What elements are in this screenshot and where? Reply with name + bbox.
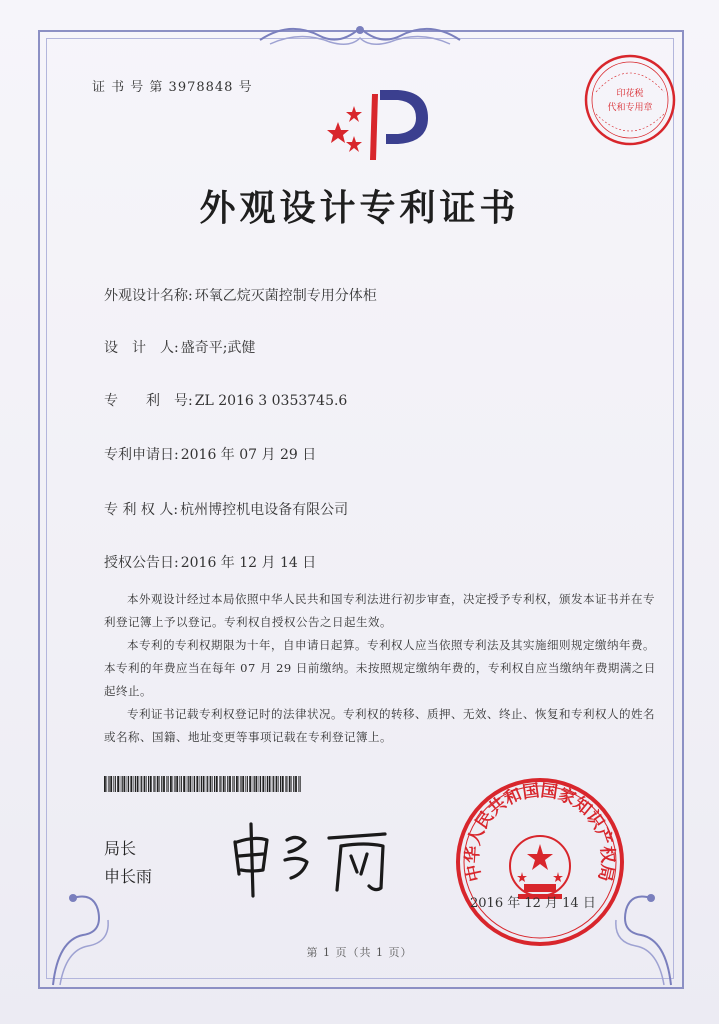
filing-date-label: 专利申请日:	[104, 447, 179, 463]
design-name-label: 外观设计名称:	[104, 288, 193, 304]
barcode-bar	[229, 776, 231, 792]
certificate-number-value: 3978848	[168, 80, 234, 95]
barcode-bar	[223, 776, 225, 792]
barcode-bar	[140, 776, 141, 792]
barcode-bar	[286, 776, 287, 792]
barcode-bar	[150, 776, 152, 792]
certificate-number	[92, 76, 253, 95]
barcode-bar	[232, 776, 233, 792]
barcode-bar	[137, 776, 139, 792]
barcode-bar	[236, 776, 238, 792]
barcode-bar	[183, 776, 185, 792]
body-paragraph-3: 专利证书记载专利权登记时的法律状况。专利权的转移、质押、无效、终止、恢复和专利权人的姓名或名称、国籍、地址变更等事项记载在专利登记簿上。	[104, 707, 655, 744]
director-title: 局长	[104, 839, 137, 858]
filing-date-row	[104, 444, 316, 464]
barcode-bar	[276, 776, 278, 792]
barcode-bar	[146, 776, 147, 792]
barcode-bar	[168, 776, 169, 792]
barcode-bar	[269, 776, 271, 792]
barcode-bar	[252, 776, 253, 792]
barcode-bar	[117, 776, 119, 792]
design-name-row	[104, 285, 377, 305]
barcode-bar	[249, 776, 251, 792]
filing-date-value: 2016 年 07 月 29 日	[180, 447, 317, 463]
barcode-bar	[216, 776, 218, 792]
barcode-bar	[206, 776, 207, 792]
barcode-bar	[193, 776, 194, 792]
barcode-bar	[234, 776, 235, 792]
barcode-bar	[130, 776, 132, 792]
barcode-bar	[127, 776, 128, 792]
barcode-bar	[291, 776, 292, 792]
barcode-bar	[201, 776, 202, 792]
barcode-bar	[161, 776, 162, 792]
small-seal-stamp	[582, 52, 678, 148]
svg-text:印花税: 印花税	[616, 89, 644, 99]
svg-text:代和专用章: 代和专用章	[607, 103, 653, 113]
barcode-bar	[242, 776, 244, 792]
barcode-bar	[300, 776, 301, 792]
barcode-bar	[159, 776, 160, 792]
barcode-bar	[113, 776, 114, 792]
barcode-bar	[293, 776, 294, 792]
barcode-bar	[210, 776, 212, 792]
barcode-bar	[128, 776, 129, 792]
body-paragraph-2: 本专利的专利权期限为十年，自申请日起算。专利权人应当依照专利法及其实施细则规定缴纳年费。本专利的年费应当在每年 07 月 29 日前缴纳。未按照规定缴纳年费的，专利权自应当缴纳年费期满之日起终止。	[104, 638, 656, 698]
barcode-bar	[108, 776, 109, 792]
barcode-bar	[245, 776, 246, 792]
seal-date: 2016 年 12 月 14 日	[470, 896, 596, 911]
grant-date-value: 2016 年 12 月 14 日	[180, 555, 317, 571]
barcode-bar	[122, 776, 123, 792]
barcode-bar	[176, 776, 178, 792]
barcode-bar	[289, 776, 291, 792]
official-seal-stamp	[452, 774, 628, 950]
barcode-bar	[278, 776, 279, 792]
body-paragraph-1: 本外观设计经过本局依照中华人民共和国专利法进行初步审查，决定授予专利权，颁发本证书并在专利登记簿上予以登记。专利权自授权公告之日起生效。	[104, 592, 655, 629]
certificate-body	[104, 588, 656, 749]
barcode-bar	[199, 776, 200, 792]
barcode-bar	[265, 776, 266, 792]
barcode-bar	[240, 776, 241, 792]
barcode-bar	[272, 776, 273, 792]
barcode-bar	[188, 776, 189, 792]
barcode-bar	[115, 776, 116, 792]
barcode-bar	[104, 776, 106, 792]
barcode-bar	[239, 776, 240, 792]
patent-number-label: 专 利 号:	[104, 393, 193, 409]
barcode-bar	[262, 776, 264, 792]
bottom-left-ornament	[48, 880, 118, 990]
barcode-bar	[247, 776, 248, 792]
designer-row	[104, 337, 255, 357]
barcode-bar	[212, 776, 213, 792]
barcode-bar	[219, 776, 220, 792]
patentee-value: 杭州博控机电设备有限公司	[180, 502, 349, 518]
director-name: 申长雨	[104, 867, 153, 886]
barcode-bar	[186, 776, 187, 792]
barcode-bar	[154, 776, 155, 792]
barcode-bar	[194, 776, 195, 792]
patentee-row	[104, 499, 348, 519]
barcode-bar	[144, 776, 146, 792]
barcode-bar	[225, 776, 226, 792]
barcode-bar	[285, 776, 286, 792]
barcode	[104, 776, 304, 792]
barcode-bar	[181, 776, 182, 792]
barcode-bar	[207, 776, 208, 792]
grant-date-row	[104, 552, 316, 572]
barcode-bar	[298, 776, 299, 792]
designer-label: 设 计 人:	[104, 340, 179, 356]
barcode-bar	[196, 776, 198, 792]
barcode-bar	[273, 776, 274, 792]
barcode-bar	[141, 776, 142, 792]
patent-number-row	[104, 390, 347, 410]
barcode-bar	[107, 776, 108, 792]
page-title: 外观设计专利证书	[199, 188, 520, 229]
barcode-bar	[124, 776, 126, 792]
barcode-bar	[295, 776, 297, 792]
barcode-bar	[153, 776, 154, 792]
cnipa-logo-icon	[320, 82, 440, 162]
barcode-bar	[260, 776, 261, 792]
barcode-bar	[259, 776, 260, 792]
barcode-bar	[173, 776, 174, 792]
barcode-bar	[163, 776, 165, 792]
barcode-bar	[174, 776, 175, 792]
barcode-bar	[267, 776, 268, 792]
barcode-bar	[166, 776, 167, 792]
barcode-bar	[170, 776, 172, 792]
barcode-bar	[120, 776, 121, 792]
certificate-number-suffix: 号	[238, 80, 253, 95]
barcode-bar	[227, 776, 228, 792]
svg-text:中华人民共和国国家知识产权局	[462, 781, 619, 884]
top-ornament	[250, 18, 470, 50]
grant-date-label: 授权公告日:	[104, 555, 179, 571]
patent-number-value: ZL 2016 3 0353745.6	[194, 393, 348, 409]
handwritten-signature	[225, 812, 405, 902]
designer-value: 盛奇平;武健	[180, 340, 256, 356]
barcode-bar	[254, 776, 255, 792]
design-name-value: 环氧乙烷灭菌控制专用分体柜	[194, 288, 377, 304]
page-number: 第 1 页（共 1 页）	[306, 946, 413, 959]
barcode-bar	[282, 776, 284, 792]
barcode-bar	[148, 776, 149, 792]
barcode-bar	[157, 776, 159, 792]
barcode-bar	[190, 776, 192, 792]
barcode-bar	[220, 776, 221, 792]
certificate-number-label: 证 书 号 第	[92, 80, 164, 95]
barcode-bar	[135, 776, 136, 792]
barcode-bar	[110, 776, 112, 792]
barcode-bar	[179, 776, 180, 792]
barcode-bar	[256, 776, 258, 792]
seal-text: 中华人民共和国国家知识产权局	[462, 780, 618, 884]
barcode-bar	[203, 776, 205, 792]
barcode-bar	[214, 776, 215, 792]
patentee-label: 专 利 权 人:	[104, 502, 179, 518]
barcode-bar	[133, 776, 134, 792]
barcode-bar	[280, 776, 281, 792]
